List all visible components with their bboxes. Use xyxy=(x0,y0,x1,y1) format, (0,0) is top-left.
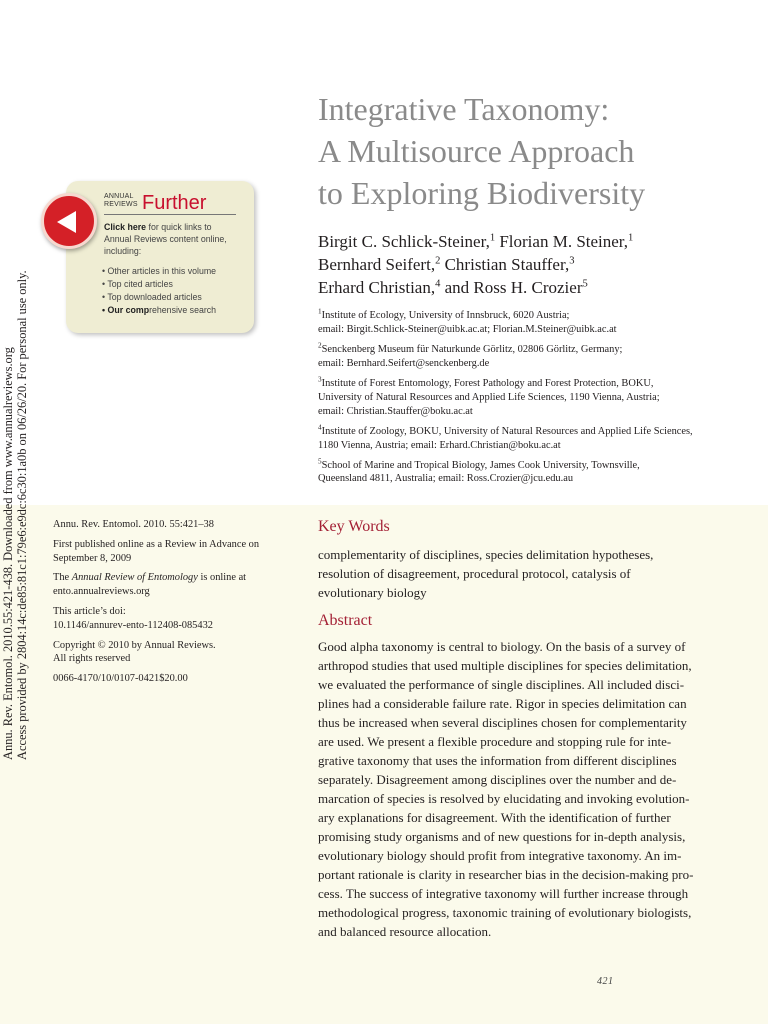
panel-desc-line: including: xyxy=(104,246,142,256)
panel-desc-line: Annual Reviews content online, xyxy=(104,234,227,244)
abstract-line: methodological progress, taxonomic training of evolutionary biologists, xyxy=(318,905,692,920)
logo-line: REVIEWS xyxy=(104,201,138,208)
abstract-line: cess. The success of integrative taxonomy will further increase through xyxy=(318,886,689,901)
abstract-line: plines had a considerable failure rate. Rigor in species delimitation can xyxy=(318,696,687,711)
affiliation-text: Institute of Zoology, BOKU, University of Natural Resources and Applied Life Sciences, xyxy=(321,425,693,437)
download-notice-line: Access provided by 2804:14c:de85:81c1:79e6:e9dc:6c30:1a0b on 06/26/20. For personal use only. xyxy=(14,270,29,760)
meta-line: Copyright © 2010 by Annual Reviews. xyxy=(53,639,216,651)
article-metadata xyxy=(53,518,293,692)
author-list xyxy=(318,230,738,299)
affiliation-line xyxy=(318,309,738,323)
author-line xyxy=(318,230,738,253)
affiliation xyxy=(318,309,738,337)
annual-reviews-logo-text xyxy=(104,193,138,209)
author-name: and Ross H. Crozier xyxy=(440,278,583,297)
abstract-line: are used. We present a flexible procedure and stopping rule for inte- xyxy=(318,734,672,749)
affiliation-line xyxy=(318,343,738,357)
panel-link-text: rehensive search xyxy=(149,305,217,315)
affil-number: 5 xyxy=(318,457,322,466)
affiliation-line: email: Christian.Stauffer@boku.ac.at xyxy=(318,405,473,417)
article-title xyxy=(318,88,738,214)
affiliation-text: Institute of Ecology, University of Innsbruck, 6020 Austria; xyxy=(321,310,570,321)
abstract-line: portant rationale is clarity in researcher bias in the decision-making pro- xyxy=(318,867,694,882)
journal-url[interactable]: ento.annualreviews.org xyxy=(53,586,150,598)
keywords-line: complementarity of disciplines, species delimitation hypotheses, xyxy=(318,547,654,562)
abstract-line: Good alpha taxonomy is central to biology. On the basis of a survey of xyxy=(318,639,686,654)
affil-number: 3 xyxy=(318,375,322,384)
author-name: Bernhard Seifert, xyxy=(318,255,436,274)
affiliation-text: Institute of Forest Entomology, Forest Pathology and Forest Protection, BOKU, xyxy=(321,377,654,389)
abstract-line: marcation of species is resolved by elucidating and invoking evolution- xyxy=(318,791,690,806)
affil-number: 2 xyxy=(318,341,322,350)
play-arrow-glyph xyxy=(53,207,83,237)
abstract-line: grative taxonomy that uses the information from different disciplines xyxy=(318,753,677,768)
author-name: Birgit C. Schlick-Steiner, xyxy=(318,232,490,251)
panel-link[interactable]: • Top cited articles xyxy=(102,279,173,289)
affiliations xyxy=(318,309,738,492)
affil-ref: 2 xyxy=(435,255,441,267)
panel-links xyxy=(102,265,216,317)
title-line: to Exploring Biodiversity xyxy=(318,175,646,211)
download-notice-line: Annu. Rev. Entomol. 2010.55:421-438. Downloaded from www.annualreviews.org xyxy=(1,347,15,760)
affiliation-line: email: Birgit.Schlick-Steiner@uibk.ac.at; Florian.M.Steiner@uibk.ac.at xyxy=(318,323,617,335)
meta-text: The xyxy=(53,572,72,584)
title-line: Integrative Taxonomy: xyxy=(318,91,610,127)
abstract-line: arthropod studies that used multiple disciplines for species delimitation, xyxy=(318,658,692,673)
affiliation-line: 1180 Vienna, Austria; email: Erhard.Christian@boku.ac.at xyxy=(318,439,561,451)
author-name: Erhard Christian, xyxy=(318,278,436,297)
abstract-line: and balanced resource allocation. xyxy=(318,924,492,939)
affiliation-line: email: Bernhard.Seifert@senckenberg.de xyxy=(318,357,490,369)
issn: 0066-4170/10/0107-0421$20.00 xyxy=(53,673,188,685)
panel-link-text: • Our comp xyxy=(102,305,150,315)
panel-description xyxy=(104,221,250,257)
meta-text: is online at xyxy=(197,572,247,584)
panel-desc-line xyxy=(104,221,250,233)
meta-line xyxy=(53,571,293,585)
keywords-line: resolution of disagreement, procedural protocol, catalysis of xyxy=(318,566,631,581)
affiliation xyxy=(318,377,738,419)
affiliation xyxy=(318,459,738,487)
affil-ref: 1 xyxy=(628,232,634,244)
abstract-line: thus be increased when several disciplines chosen for complementarity xyxy=(318,715,687,730)
affiliation-text: School of Marine and Tropical Biology, James Cook University, Townsville, xyxy=(321,459,640,471)
affiliation-line xyxy=(318,425,738,439)
page-number: 421 xyxy=(597,976,614,987)
affiliation-line: University of Natural Resources and Applied Life Sciences, 1190 Vienna, Austria; xyxy=(318,391,660,403)
abstract-line: promising study organisms and of new questions for in-depth analysis, xyxy=(318,829,686,844)
meta-line: September 8, 2009 xyxy=(53,552,132,564)
logo-line: ANNUAL xyxy=(104,193,134,200)
author-line xyxy=(318,276,738,299)
further-logo: Further xyxy=(142,192,207,214)
keywords-text xyxy=(318,545,738,602)
meta-line: First published online as a Review in Advance on xyxy=(53,538,260,550)
affil-ref: 1 xyxy=(489,232,496,244)
affil-ref: 4 xyxy=(435,278,441,290)
affiliation xyxy=(318,425,738,453)
panel-link[interactable] xyxy=(102,304,216,317)
abstract-line: evolutionary biology should profit from integrative taxonomy. An im- xyxy=(318,848,682,863)
author-line xyxy=(318,253,738,276)
author-name: Florian M. Steiner, xyxy=(495,232,629,251)
affil-ref: 5 xyxy=(582,278,588,290)
affil-number: 4 xyxy=(318,423,322,432)
affiliation-line: Queensland 4811, Australia; email: Ross.Crozier@jcu.edu.au xyxy=(318,473,574,485)
further-panel[interactable] xyxy=(66,181,254,333)
journal-name: Annual Review of Entomology xyxy=(71,572,198,584)
affiliation-line xyxy=(318,377,738,391)
doi-link[interactable]: 10.1146/annurev-ento-112408-085432 xyxy=(53,619,213,631)
panel-desc-text: for quick links to xyxy=(146,222,212,232)
download-notice xyxy=(2,260,29,760)
click-here-link[interactable]: Click here xyxy=(104,222,147,232)
affil-number: 1 xyxy=(318,307,322,316)
abstract-text xyxy=(318,637,738,941)
meta-line: All rights reserved xyxy=(53,653,131,665)
abstract-line: separately. Disagreement among disciplines over the number and de- xyxy=(318,772,677,787)
abstract-line: we evaluated the performance of single disciplines. All included disci- xyxy=(318,677,685,692)
abstract-line: ary explanations for disagreement. With the identification of further xyxy=(318,810,671,825)
author-name: Christian Stauffer, xyxy=(440,255,570,274)
affil-ref: 3 xyxy=(569,255,575,267)
logo-divider xyxy=(104,214,236,215)
affiliation xyxy=(318,343,738,371)
keywords-heading: Key Words xyxy=(318,518,390,535)
affiliation-line xyxy=(318,459,738,473)
abstract-heading: Abstract xyxy=(318,612,373,629)
meta-line: This article’s doi: xyxy=(53,605,126,617)
panel-link[interactable]: • Top downloaded articles xyxy=(102,292,202,302)
title-line: A Multisource Approach xyxy=(318,133,635,169)
keywords-line: evolutionary biology xyxy=(318,585,427,600)
citation: Annu. Rev. Entomol. 2010. 55:421–38 xyxy=(53,519,214,530)
affiliation-text: Senckenberg Museum für Naturkunde Görlitz, 02806 Görlitz, Germany; xyxy=(321,343,623,355)
panel-link[interactable]: • Other articles in this volume xyxy=(102,266,217,276)
play-arrow-icon[interactable] xyxy=(41,193,97,249)
